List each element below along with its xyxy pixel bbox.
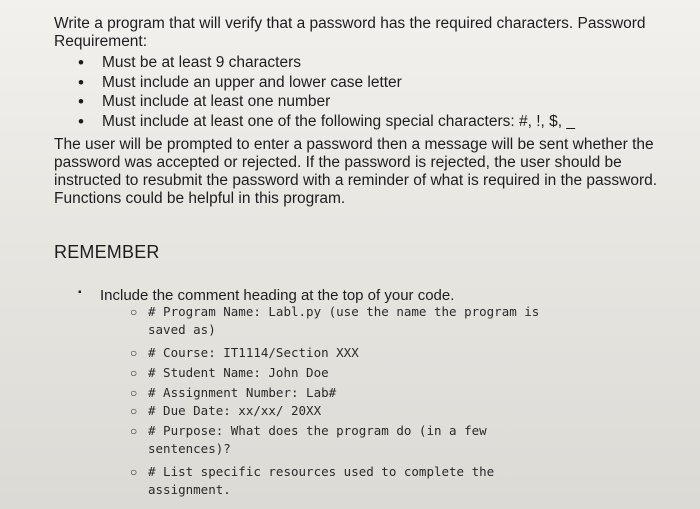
circle-bullet-icon: ○ <box>130 386 138 400</box>
description-line-1: The user will be prompted to enter a password then a message will be sent whether the <box>54 136 654 153</box>
requirements-list <box>78 54 575 132</box>
circle-bullet-icon: ○ <box>130 366 138 380</box>
description-line-4: Functions could be helpful in this program. <box>54 190 346 207</box>
circle-bullet-icon: ○ <box>130 404 138 418</box>
comment-item-line: # List specific resources used to complete the <box>148 464 495 479</box>
include-item: ▪ Include the comment heading at the top of your code. <box>78 287 454 304</box>
description-line-3: instructed to resubmit the password with a reminder of what is required in the password. <box>54 172 658 189</box>
comment-item <box>130 402 321 420</box>
remember-heading: REMEMBER <box>54 242 160 262</box>
comment-item-line: saved as) <box>148 322 216 337</box>
circle-bullet-icon: ○ <box>130 424 138 438</box>
description-line-2: password was accepted or rejected. If the password is rejected, the user should be <box>54 154 622 171</box>
comment-item-line: # Assignment Number: Lab# <box>148 385 337 400</box>
comment-item-line: assignment. <box>148 482 231 497</box>
circle-bullet-icon: ○ <box>130 346 138 360</box>
comment-item-line: # Purpose: What does the program do (in a few <box>148 423 487 438</box>
intro-line-2: Requirement: <box>54 33 148 50</box>
requirement-item: • Must include at least one of the following special characters: #, !, $, _ <box>78 113 575 133</box>
comment-item-line: # Student Name: John Doe <box>148 365 329 380</box>
comment-item-line: # Course: IT1114/Section XXX <box>148 345 359 360</box>
circle-bullet-icon: ○ <box>130 305 138 319</box>
circle-bullet-icon: ○ <box>130 465 138 479</box>
comment-item-line: # Due Date: xx/xx/ 20XX <box>148 403 322 418</box>
requirement-item: • Must be at least 9 characters <box>78 54 575 74</box>
requirement-item: • Must include at least one number <box>78 93 575 113</box>
comment-item-line: # Program Name: Labl.py (use the name the program is <box>148 304 540 319</box>
comment-item <box>130 344 359 362</box>
comment-item-line: sentences)? <box>148 441 231 456</box>
requirement-item: • Must include an upper and lower case letter <box>78 74 575 94</box>
comment-item <box>130 463 494 499</box>
intro-line-1: Write a program that will verify that a password has the required characters. Password <box>54 15 646 32</box>
comment-item <box>130 364 329 382</box>
comment-item <box>130 384 336 402</box>
comment-item <box>130 303 539 339</box>
comment-item <box>130 422 487 458</box>
